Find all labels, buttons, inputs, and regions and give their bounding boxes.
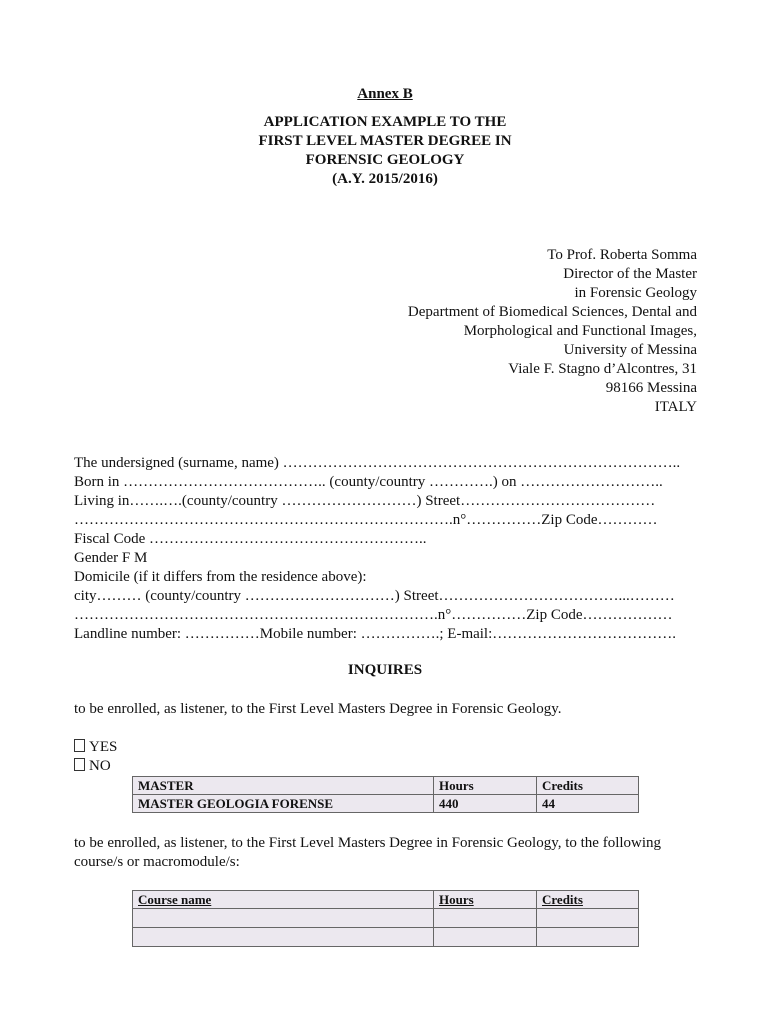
address-line: 98166 Messina xyxy=(605,380,697,396)
yes-no-options xyxy=(74,738,117,776)
address-line: Department of Biomedical Sciences, Dental and xyxy=(407,304,697,320)
address-line: in Forensic Geology xyxy=(574,285,697,301)
table-cell[interactable] xyxy=(537,909,639,928)
address-line: University of Messina xyxy=(563,342,697,358)
option-yes-label: YES xyxy=(89,739,118,755)
table-header-row xyxy=(133,891,639,909)
paragraph-line: to be enrolled, as listener, to the First Level Masters Degree in Forensic Geology, to the following xyxy=(74,835,662,851)
form-line-address: ………………………………………………………………….n°……………Zip Code………… xyxy=(74,512,658,528)
table-cell: Hours xyxy=(434,891,537,909)
option-no[interactable] xyxy=(74,757,117,776)
recipient-address xyxy=(408,246,697,417)
form-line-domicile-address: ……………………………………………………………….n°……………Zip Code……………… xyxy=(74,607,673,623)
option-no-label: NO xyxy=(89,758,111,774)
table-cell: MASTER xyxy=(133,777,434,795)
table-cell[interactable] xyxy=(133,909,434,928)
form-line-born: Born in ………………………………….. (county/country ………….) on ……………………….. xyxy=(74,474,663,490)
table-cell: Hours xyxy=(434,777,537,795)
table-cell: MASTER GEOLOGIA FORENSE xyxy=(133,795,434,813)
course-table xyxy=(132,890,639,947)
form-line-domicile: Domicile (if it differs from the residence above): xyxy=(74,569,367,585)
form-line-fiscal-code: Fiscal Code ……………………………………………….. xyxy=(74,531,427,547)
table-cell: Course name xyxy=(133,891,434,909)
option-yes[interactable] xyxy=(74,738,117,757)
table-cell: 440 xyxy=(434,795,537,813)
inquires-heading: INQUIRES xyxy=(347,662,423,678)
form-line-city: city……… (county/country …………………………) Street………………………………...……… xyxy=(74,588,675,604)
table-cell: 44 xyxy=(537,795,639,813)
table-row[interactable] xyxy=(133,909,639,928)
address-line: Director of the Master xyxy=(563,266,697,282)
form-line-contacts: Landline number: ……………Mobile number: …………….; E-mail:………………………………. xyxy=(74,626,677,642)
applicant-form xyxy=(74,454,714,644)
form-line-gender: Gender F M xyxy=(74,550,148,566)
enrollment-paragraph: to be enrolled, as listener, to the First Level Masters Degree in Forensic Geology. xyxy=(74,701,562,717)
address-line: Viale F. Stagno d’Alcontres, 31 xyxy=(508,361,697,377)
table-row[interactable] xyxy=(133,928,639,947)
address-line: Morphological and Functional Images, xyxy=(463,323,697,339)
paragraph-line: course/s or macromodule/s: xyxy=(74,854,240,870)
form-line-living: Living in…….….(county/country ………………………) Street………………………………… xyxy=(74,493,656,509)
form-line-name: The undersigned (surname, name) …………………………………………………………………….. xyxy=(74,455,681,471)
master-table xyxy=(132,776,639,813)
document-title xyxy=(0,113,770,189)
table-cell[interactable] xyxy=(133,928,434,947)
course-enrollment-paragraph xyxy=(74,834,714,872)
title-line: FIRST LEVEL MASTER DEGREE IN xyxy=(258,133,512,149)
table-cell[interactable] xyxy=(537,928,639,947)
title-line: FORENSIC GEOLOGY xyxy=(305,152,465,168)
checkbox-icon[interactable] xyxy=(74,758,85,771)
table-header-row xyxy=(133,777,639,795)
address-line: ITALY xyxy=(654,399,697,415)
title-line: APPLICATION EXAMPLE TO THE xyxy=(263,114,507,130)
table-row xyxy=(133,795,639,813)
address-line: To Prof. Roberta Somma xyxy=(547,247,697,263)
title-line: (A.Y. 2015/2016) xyxy=(332,171,438,187)
table-cell: Credits xyxy=(537,777,639,795)
annex-heading: Annex B xyxy=(357,86,413,102)
table-cell[interactable] xyxy=(434,928,537,947)
checkbox-icon[interactable] xyxy=(74,739,85,752)
table-cell: Credits xyxy=(537,891,639,909)
table-cell[interactable] xyxy=(434,909,537,928)
